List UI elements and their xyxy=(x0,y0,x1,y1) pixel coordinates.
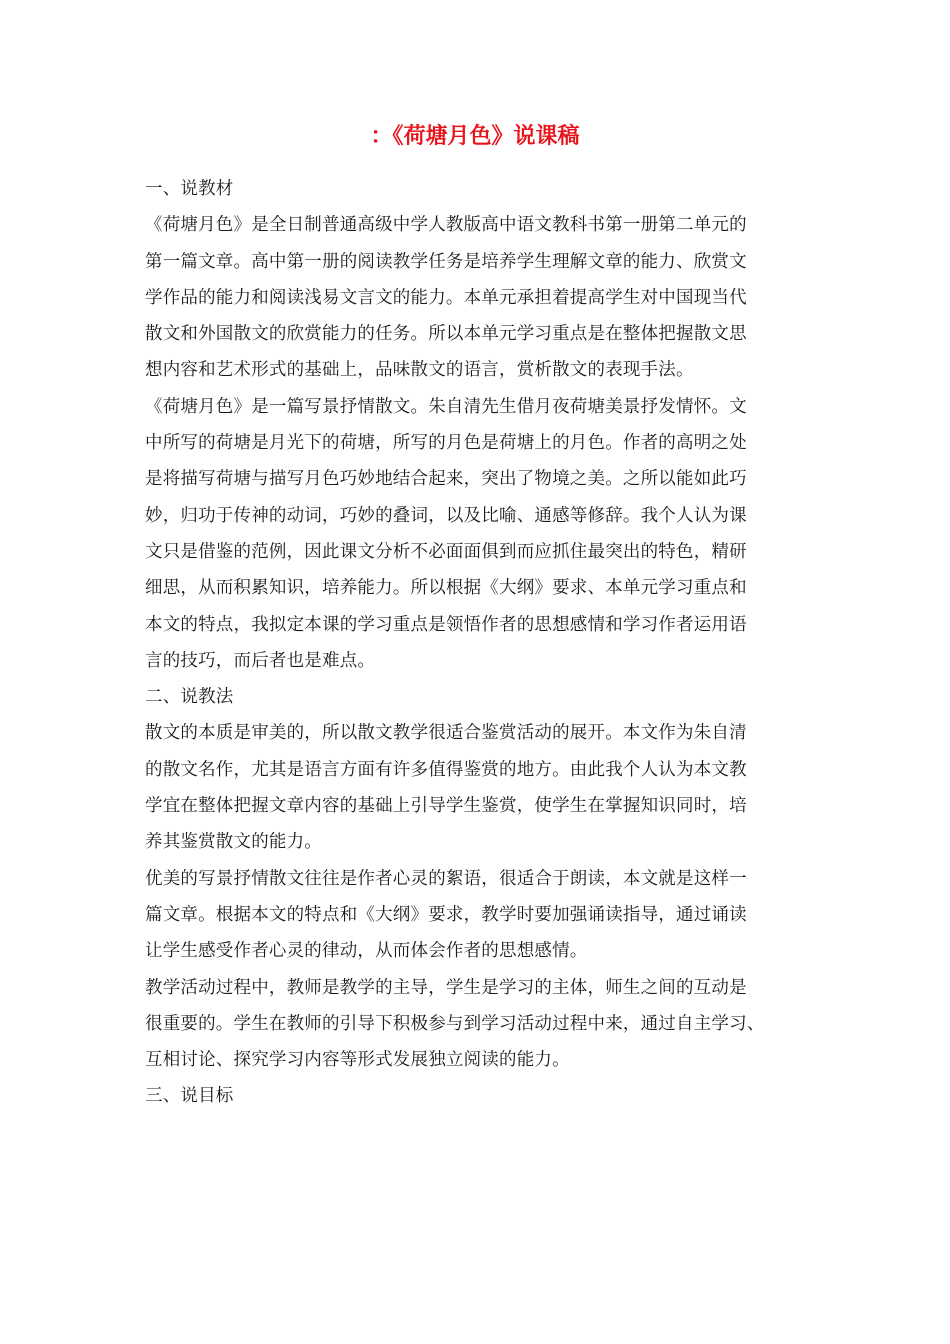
section-heading: 一、说教材 xyxy=(145,179,234,199)
paragraph-line: 细思，从而积累知识，培养能力。所以根据《大纲》要求、本单元学习重点和 xyxy=(145,578,747,599)
paragraph-line: 散文的本质是审美的，所以散文教学很适合鉴赏活动的展开。本文作为朱自清 xyxy=(145,723,747,744)
paragraph-line: 本文的特点，我拟定本课的学习重点是领悟作者的思想感情和学习作者运用语 xyxy=(145,614,747,635)
document-title: ：《荷塘月色》说课稿 xyxy=(370,123,580,149)
paragraph-line: 篇文章。根据本文的特点和《大纲》要求，教学时要加强诵读指导，通过诵读 xyxy=(145,904,747,925)
paragraph-line: 中所写的荷塘是月光下的荷塘，所写的月色是荷塘上的月色。作者的高明之处 xyxy=(145,433,747,454)
paragraph-line: 的散文名作，尤其是语言方面有许多值得鉴赏的地方。由此我个人认为本文教 xyxy=(145,759,747,780)
paragraph-line: 想内容和艺术形式的基础上，品味散文的语言，赏析散文的表现手法。 xyxy=(145,360,694,381)
paragraph-line: 文只是借鉴的范例，因此课文分析不必面面俱到而应抓住最突出的特色，精研 xyxy=(145,541,747,562)
paragraph-line: 《荷塘月色》是一篇写景抒情散文。朱自清先生借月夜荷塘美景抒发情怀。文 xyxy=(145,396,747,417)
paragraph-line: 散文和外国散文的欣赏能力的任务。所以本单元学习重点是在整体把握散文思 xyxy=(145,324,747,345)
paragraph-line: 互相讨论、探究学习内容等形式发展独立阅读的能力。 xyxy=(145,1050,570,1071)
paragraph-line: 第一篇文章。高中第一册的阅读教学任务是培养学生理解文章的能力、欣赏文 xyxy=(145,251,747,272)
section-heading: 三、说目标 xyxy=(145,1086,234,1107)
paragraph-line: 让学生感受作者心灵的律动，从而体会作者的思想感情。 xyxy=(145,941,588,962)
paragraph-line: 学宜在整体把握文章内容的基础上引导学生鉴赏，使学生在掌握知识同时，培 xyxy=(145,796,747,817)
paragraph-line: 教学活动过程中，教师是教学的主导，学生是学习的主体，师生之间的互动是 xyxy=(145,977,747,998)
paragraph-line: 优美的写景抒情散文往往是作者心灵的絮语，很适合于朗读，本文就是这样一 xyxy=(145,868,747,889)
paragraph-line: 妙，归功于传神的动词，巧妙的叠词，以及比喻、通感等修辞。我个人认为课 xyxy=(145,505,747,526)
section-heading: 二、说教法 xyxy=(145,687,234,708)
paragraph-line: 很重要的。学生在教师的引导下积极参与到学习活动过程中来，通过自主学习、 xyxy=(145,1013,765,1034)
paragraph-line: 《荷塘月色》是全日制普通高级中学人教版高中语文教科书第一册第二单元的 xyxy=(145,215,747,236)
paragraph-line: 是将描写荷塘与描写月色巧妙地结合起来，突出了物境之美。之所以能如此巧 xyxy=(145,469,747,490)
paragraph-line: 养其鉴赏散文的能力。 xyxy=(145,832,322,853)
paragraph-line: 言的技巧，而后者也是难点。 xyxy=(145,650,376,671)
paragraph-line: 学作品的能力和阅读浅易文言文的能力。本单元承担着提高学生对中国现当代 xyxy=(145,287,747,308)
document-body xyxy=(145,171,805,1115)
